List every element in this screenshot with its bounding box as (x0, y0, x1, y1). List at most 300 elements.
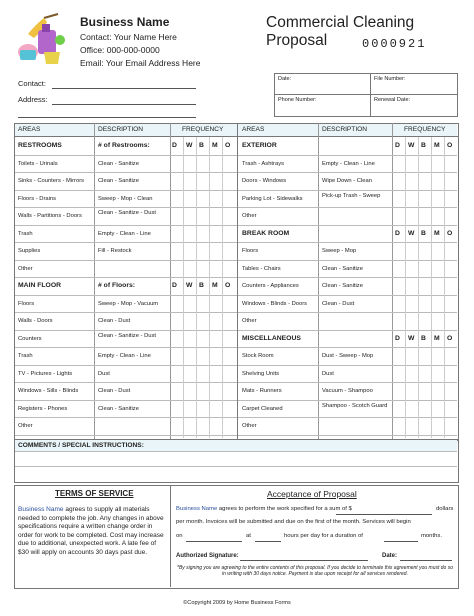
row-divider (238, 277, 457, 278)
left-row-freq-m-checkbox[interactable] (210, 247, 218, 255)
contact-line: Contact: Your Name Here (80, 32, 177, 42)
left-row-freq-m-checkbox[interactable] (210, 195, 218, 203)
right-row-freq-b-checkbox[interactable] (419, 265, 427, 273)
right-row-area: Floors (242, 248, 259, 254)
right-row-freq-d-checkbox[interactable] (393, 317, 401, 325)
left-row-freq-m-checkbox[interactable] (210, 335, 218, 343)
left-row-freq-w-checkbox[interactable] (184, 160, 192, 168)
right-row-freq-w-checkbox[interactable] (406, 317, 414, 325)
email-line: Email: Your Email Address Here (80, 58, 201, 68)
right-section-0-freq-B: B (421, 142, 426, 149)
document-title: Commercial Cleaning Proposal (266, 14, 415, 49)
left-row-freq-o-checkbox[interactable] (223, 335, 231, 343)
right-section-2-freq-B: B (421, 334, 426, 342)
authorized-signature-label: Authorized Signature: (176, 553, 239, 559)
row-divider (238, 207, 457, 208)
row-divider (15, 347, 237, 348)
right-row-area: Tables - Chairs (242, 265, 281, 272)
proposal-info-box (274, 73, 458, 117)
right-row-freq-b-checkbox[interactable] (419, 422, 427, 430)
right-row-freq-b-checkbox[interactable] (419, 405, 427, 413)
left-row-area: Counters (18, 335, 42, 342)
row-divider (238, 242, 457, 243)
row-divider (15, 382, 237, 383)
right-row-description: Vacuum - Shampoo (322, 388, 373, 394)
left-row-freq-w-checkbox[interactable] (184, 370, 192, 378)
right-section-0-freq-D: D (395, 142, 400, 149)
left-row-freq-m-checkbox[interactable] (210, 300, 218, 308)
freq-col-divider (222, 137, 223, 438)
signature-date-label: Date: (382, 553, 398, 559)
right-row-freq-o-checkbox[interactable] (445, 300, 453, 308)
right-row-freq-d-checkbox[interactable] (393, 160, 401, 168)
right-row-area: Windows - Blinds - Doors (242, 300, 308, 307)
left-row-area: Registers - Phones (18, 405, 68, 412)
left-row-freq-m-checkbox[interactable] (210, 160, 218, 168)
left-frequency-header: FREQUENCY (182, 126, 224, 133)
left-row-area: Walls - Doors (18, 318, 53, 324)
left-section-1-freq-M: M (212, 282, 218, 289)
left-row-area: Sinks - Counters - Mirrors (18, 178, 85, 184)
row-divider (15, 155, 237, 156)
row-divider (15, 190, 237, 191)
right-row-freq-m-checkbox[interactable] (432, 160, 440, 168)
left-row-freq-m-checkbox[interactable] (210, 422, 218, 430)
right-row-freq-b-checkbox[interactable] (419, 177, 427, 185)
right-row-freq-m-checkbox[interactable] (432, 300, 440, 308)
row-divider (238, 417, 457, 418)
left-row-freq-d-checkbox[interactable] (170, 212, 178, 220)
right-row-freq-d-checkbox[interactable] (393, 387, 401, 395)
right-row-freq-o-checkbox[interactable] (445, 160, 453, 168)
right-row-freq-d-checkbox[interactable] (393, 352, 401, 360)
right-row-freq-m-checkbox[interactable] (432, 405, 440, 413)
right-section-1-freq-D: D (395, 229, 400, 237)
left-areas-header: AREAS (18, 126, 41, 133)
acceptance-note: *By signing you are agreeing to the entire contents of this proposal. If you decide to terminate this agreement you must do so in writing with 30 days notice. Payment is due upon receipt for all services rendered. (177, 565, 453, 577)
right-row-freq-o-checkbox[interactable] (445, 370, 453, 378)
left-row-freq-o-checkbox[interactable] (223, 212, 231, 220)
left-row-freq-b-checkbox[interactable] (197, 212, 205, 220)
right-frequency-header: FREQUENCY (404, 126, 446, 133)
dollars-label: dollars (436, 506, 454, 512)
right-row-freq-d-checkbox[interactable] (393, 422, 401, 430)
right-row-freq-b-checkbox[interactable] (419, 247, 427, 255)
start-date-field[interactable] (186, 541, 242, 542)
right-row-freq-o-checkbox[interactable] (445, 212, 453, 220)
left-row-freq-w-checkbox[interactable] (184, 422, 192, 430)
terms-business-name: Business Name (18, 506, 64, 513)
acceptance-title: Acceptance of Proposal (267, 489, 357, 499)
office-line: Office: 000-000-0000 (80, 45, 160, 55)
left-row-freq-b-checkbox[interactable] (197, 265, 205, 273)
left-row-freq-o-checkbox[interactable] (223, 195, 231, 203)
right-row-freq-o-checkbox[interactable] (445, 282, 453, 290)
left-section-1-count-label: # of Floors: (98, 282, 136, 289)
right-section-0-freq-W: W (408, 142, 415, 149)
left-row-freq-m-checkbox[interactable] (210, 352, 218, 360)
left-section-0-title: RESTROOMS (18, 142, 62, 149)
left-row-freq-b-checkbox[interactable] (197, 387, 205, 395)
left-row-freq-o-checkbox[interactable] (223, 317, 231, 325)
business-name: Business Name (80, 15, 170, 29)
left-row-description: Dust (98, 370, 110, 377)
left-row-description: Clean - Dust (98, 318, 131, 324)
row-divider (238, 365, 457, 366)
left-row-freq-o-checkbox[interactable] (223, 405, 231, 413)
on-label: on (176, 533, 183, 539)
left-row-freq-m-checkbox[interactable] (210, 317, 218, 325)
left-row-freq-d-checkbox[interactable] (170, 405, 178, 413)
right-row-area: Trash - Ashtrays (242, 160, 284, 167)
left-row-freq-o-checkbox[interactable] (223, 177, 231, 185)
left-row-freq-o-checkbox[interactable] (223, 247, 231, 255)
freq-col-divider (431, 137, 432, 438)
copyright-footer: ©Copyright 2009 by Home Business Forms (183, 600, 291, 606)
row-divider (15, 277, 237, 278)
left-row-freq-d-checkbox[interactable] (170, 422, 178, 430)
left-row-freq-d-checkbox[interactable] (170, 230, 178, 238)
right-row-freq-d-checkbox[interactable] (393, 300, 401, 308)
right-row-freq-w-checkbox[interactable] (406, 282, 414, 290)
right-row-area: Other (242, 213, 257, 219)
row-divider (15, 242, 237, 243)
acceptance-sum-text: agrees to perform the work specified for a sum of $ (217, 506, 352, 512)
right-row-description: Clean - Sanitize (322, 265, 363, 272)
right-row-freq-m-checkbox[interactable] (432, 212, 440, 220)
row-divider (15, 295, 237, 296)
right-section-1-freq-O: O (447, 229, 453, 237)
left-row-freq-o-checkbox[interactable] (223, 370, 231, 378)
right-row-freq-o-checkbox[interactable] (445, 387, 453, 395)
phone-number-label: Phone Number: (278, 97, 317, 103)
right-row-freq-o-checkbox[interactable] (445, 405, 453, 413)
left-row-freq-d-checkbox[interactable] (170, 265, 178, 273)
freq-col-divider (196, 137, 197, 438)
acceptance-line-1 (176, 506, 352, 512)
left-row-freq-b-checkbox[interactable] (197, 247, 205, 255)
left-row-freq-w-checkbox[interactable] (184, 247, 192, 255)
row-divider (15, 417, 237, 418)
right-section-1-freq-M: M (434, 229, 440, 237)
right-row-freq-d-checkbox[interactable] (393, 282, 401, 290)
left-row-description: Clean - Sanitize (98, 160, 139, 167)
proposal-number: 0000921 (362, 37, 427, 51)
row-divider (15, 400, 237, 401)
right-row-freq-m-checkbox[interactable] (432, 352, 440, 360)
right-row-area: Mats - Runners (242, 388, 282, 394)
left-row-area: Trash (18, 230, 33, 237)
duration-field[interactable] (384, 541, 418, 542)
left-row-freq-w-checkbox[interactable] (184, 317, 192, 325)
left-row-freq-o-checkbox[interactable] (223, 422, 231, 430)
left-row-freq-w-checkbox[interactable] (184, 405, 192, 413)
left-row-freq-m-checkbox[interactable] (210, 370, 218, 378)
row-divider (238, 260, 457, 261)
left-row-freq-w-checkbox[interactable] (184, 230, 192, 238)
left-row-freq-m-checkbox[interactable] (210, 177, 218, 185)
right-row-freq-d-checkbox[interactable] (393, 405, 401, 413)
right-row-freq-o-checkbox[interactable] (445, 177, 453, 185)
left-row-freq-d-checkbox[interactable] (170, 195, 178, 203)
right-row-freq-o-checkbox[interactable] (445, 317, 453, 325)
row-divider (238, 382, 457, 383)
left-row-freq-b-checkbox[interactable] (197, 195, 205, 203)
left-row-freq-b-checkbox[interactable] (197, 370, 205, 378)
right-row-freq-m-checkbox[interactable] (432, 177, 440, 185)
right-row-freq-m-checkbox[interactable] (432, 317, 440, 325)
right-section-2-title: MISCELLANEOUS (242, 334, 301, 342)
right-section-0-freq-M: M (434, 142, 440, 149)
hours-field[interactable] (255, 541, 281, 542)
right-section-2-freq-O: O (447, 334, 453, 342)
left-row-freq-m-checkbox[interactable] (210, 405, 218, 413)
right-row-freq-w-checkbox[interactable] (406, 300, 414, 308)
right-row-freq-o-checkbox[interactable] (445, 265, 453, 273)
right-section-0-freq-O: O (447, 142, 453, 149)
left-row-freq-w-checkbox[interactable] (184, 300, 192, 308)
left-row-freq-d-checkbox[interactable] (170, 370, 178, 378)
left-row-area: Toilets - Urinals (18, 160, 58, 167)
right-row-freq-w-checkbox[interactable] (406, 195, 414, 203)
left-row-freq-b-checkbox[interactable] (197, 352, 205, 360)
left-row-description: Sweep - Mop - Clean (98, 195, 153, 202)
right-row-freq-b-checkbox[interactable] (419, 160, 427, 168)
right-row-freq-w-checkbox[interactable] (406, 265, 414, 273)
left-row-freq-o-checkbox[interactable] (223, 265, 231, 273)
left-row-freq-d-checkbox[interactable] (170, 335, 178, 343)
left-row-freq-w-checkbox[interactable] (184, 195, 192, 203)
renewal-date-label: Renewal Date: (374, 97, 411, 103)
left-row-freq-o-checkbox[interactable] (223, 387, 231, 395)
left-row-description: Clean - Sanitize - Dust (98, 210, 156, 216)
right-row-freq-d-checkbox[interactable] (393, 212, 401, 220)
right-row-freq-m-checkbox[interactable] (432, 387, 440, 395)
left-row-freq-b-checkbox[interactable] (197, 300, 205, 308)
right-row-freq-m-checkbox[interactable] (432, 265, 440, 273)
left-row-freq-b-checkbox[interactable] (197, 405, 205, 413)
left-row-area: Walls - Partitions - Doors (18, 213, 82, 219)
left-row-description: Clean - Sanitize (98, 405, 139, 412)
contact-field[interactable] (52, 88, 196, 89)
right-section-1-title: BREAK ROOM (242, 229, 290, 237)
right-row-freq-m-checkbox[interactable] (432, 282, 440, 290)
left-section-0-freq-B: B (199, 142, 204, 149)
row-divider (238, 295, 457, 296)
left-row-area: Floors - Drains (18, 195, 57, 202)
right-row-freq-d-checkbox[interactable] (393, 177, 401, 185)
left-description-header: DESCRIPTION (98, 126, 144, 133)
left-row-freq-w-checkbox[interactable] (184, 265, 192, 273)
left-row-freq-d-checkbox[interactable] (170, 247, 178, 255)
right-row-description: Clean - Dust (322, 300, 355, 307)
left-section-0-freq-W: W (186, 142, 193, 149)
left-row-freq-m-checkbox[interactable] (210, 212, 218, 220)
right-section-2-freq-D: D (395, 334, 400, 342)
freq-col-divider (444, 137, 445, 438)
signature-field[interactable] (240, 560, 368, 561)
right-section-2-freq-M: M (434, 334, 440, 342)
address-field-line2[interactable] (18, 117, 196, 118)
right-row-freq-m-checkbox[interactable] (432, 370, 440, 378)
left-section-1-freq-O: O (225, 282, 231, 289)
right-section-2-freq-W: W (408, 334, 415, 342)
row-divider (15, 225, 237, 226)
left-row-freq-d-checkbox[interactable] (170, 352, 178, 360)
left-row-freq-d-checkbox[interactable] (170, 387, 178, 395)
right-row-freq-m-checkbox[interactable] (432, 247, 440, 255)
left-row-freq-b-checkbox[interactable] (197, 230, 205, 238)
right-row-freq-w-checkbox[interactable] (406, 247, 414, 255)
right-row-freq-b-checkbox[interactable] (419, 387, 427, 395)
right-row-freq-w-checkbox[interactable] (406, 160, 414, 168)
right-row-area: Parking Lot - Sidewalks (242, 195, 303, 202)
left-row-freq-b-checkbox[interactable] (197, 317, 205, 325)
right-row-freq-o-checkbox[interactable] (445, 195, 453, 203)
row-divider (15, 172, 237, 173)
right-row-area: Counters - Appliances (242, 283, 299, 289)
left-row-freq-m-checkbox[interactable] (210, 230, 218, 238)
left-row-freq-m-checkbox[interactable] (210, 387, 218, 395)
left-section-1-title: MAIN FLOOR (18, 282, 62, 289)
left-row-freq-o-checkbox[interactable] (223, 230, 231, 238)
right-row-freq-b-checkbox[interactable] (419, 300, 427, 308)
row-divider (15, 260, 237, 261)
left-row-description: Empty - Clean - Line (98, 230, 151, 237)
at-label: at (246, 533, 251, 539)
signature-date-field[interactable] (400, 560, 452, 561)
right-row-freq-b-checkbox[interactable] (419, 282, 427, 290)
right-row-freq-w-checkbox[interactable] (406, 405, 414, 413)
left-row-area: Windows - Sills - Blinds (18, 388, 79, 394)
address-field[interactable] (52, 104, 196, 105)
terms-text (18, 506, 166, 558)
terms-body: agrees to supply all materials needed to complete the job. Any changes in above specifications require a written change order in order for work to be completed. Cost may increase due to additional, unexpected work. A late fee of $30 will apply on accounts 30 days past due. (18, 506, 164, 556)
file-number-label: File Number: (374, 76, 406, 82)
freq-col-divider (418, 137, 419, 438)
left-row-freq-b-checkbox[interactable] (197, 160, 205, 168)
left-row-freq-b-checkbox[interactable] (197, 335, 205, 343)
row-divider (15, 435, 237, 436)
acceptance-business-name: Business Name (176, 506, 218, 512)
freq-col-divider (209, 137, 210, 438)
right-row-freq-m-checkbox[interactable] (432, 195, 440, 203)
left-section-0-freq-O: O (225, 142, 231, 149)
left-row-freq-d-checkbox[interactable] (170, 160, 178, 168)
left-row-area: Other (18, 423, 33, 429)
row-divider (238, 435, 457, 436)
right-row-freq-b-checkbox[interactable] (419, 195, 427, 203)
hours-per-day-label: hours per day for a duration of (284, 533, 363, 539)
contact-label: Contact: (18, 79, 46, 88)
left-section-0-freq-M: M (212, 142, 218, 149)
left-row-freq-w-checkbox[interactable] (184, 335, 192, 343)
row-divider (15, 365, 237, 366)
right-row-freq-d-checkbox[interactable] (393, 247, 401, 255)
left-row-freq-o-checkbox[interactable] (223, 300, 231, 308)
row-divider (238, 172, 457, 173)
row-divider (238, 400, 457, 401)
right-row-freq-b-checkbox[interactable] (419, 317, 427, 325)
row-divider (15, 207, 237, 208)
right-row-freq-d-checkbox[interactable] (393, 195, 401, 203)
acceptance-line-2: per month. Invoices will be submitted and due on the first of the month. Services will begin (176, 519, 411, 525)
right-row-freq-b-checkbox[interactable] (419, 370, 427, 378)
left-row-freq-m-checkbox[interactable] (210, 265, 218, 273)
left-row-area: Floors (18, 300, 35, 307)
right-row-freq-w-checkbox[interactable] (406, 387, 414, 395)
months-label: months. (421, 533, 442, 539)
row-divider (238, 312, 457, 313)
right-row-description: Dust - Sweep - Mop (322, 353, 374, 359)
right-row-area: Carpet Cleaned (242, 405, 283, 412)
right-row-freq-w-checkbox[interactable] (406, 422, 414, 430)
right-row-freq-d-checkbox[interactable] (393, 265, 401, 273)
right-row-freq-w-checkbox[interactable] (406, 370, 414, 378)
right-row-freq-b-checkbox[interactable] (419, 352, 427, 360)
right-row-freq-o-checkbox[interactable] (445, 247, 453, 255)
left-row-description: Sweep - Mop - Vacuum (98, 300, 159, 307)
freq-col-divider (405, 137, 406, 438)
right-row-description: Sweep - Mop (322, 248, 357, 254)
left-row-area: Other (18, 265, 33, 272)
left-section-1-freq-B: B (199, 282, 204, 289)
left-row-area: TV - Pictures - Lights (18, 370, 73, 377)
left-row-freq-b-checkbox[interactable] (197, 177, 205, 185)
right-description-header: DESCRIPTION (322, 126, 368, 133)
right-row-area: Shelving Units (242, 370, 280, 377)
right-row-description: Shampoo - Scotch Guard (322, 402, 388, 409)
right-row-freq-w-checkbox[interactable] (406, 177, 414, 185)
right-row-area: Other (242, 318, 257, 324)
left-row-freq-w-checkbox[interactable] (184, 387, 192, 395)
date-label: Date: (278, 76, 292, 82)
right-row-description: Clean - Sanitize (322, 283, 363, 289)
left-row-freq-b-checkbox[interactable] (197, 422, 205, 430)
right-row-area: Stock Room (242, 353, 274, 359)
left-row-description: Fill - Restock (98, 248, 132, 254)
right-row-freq-w-checkbox[interactable] (406, 352, 414, 360)
right-row-freq-o-checkbox[interactable] (445, 352, 453, 360)
sum-field[interactable] (336, 514, 432, 515)
left-row-freq-o-checkbox[interactable] (223, 352, 231, 360)
right-areas-header: AREAS (242, 126, 265, 133)
row-divider (238, 225, 457, 226)
address-label: Address: (18, 95, 48, 104)
left-row-freq-d-checkbox[interactable] (170, 317, 178, 325)
left-row-freq-d-checkbox[interactable] (170, 177, 178, 185)
left-section-1-freq-W: W (186, 282, 193, 289)
left-row-description: Clean - Sanitize - Dust (98, 332, 156, 339)
comments-label: COMMENTS / SPECIAL INSTRUCTIONS: (18, 442, 144, 449)
row-divider (15, 312, 237, 313)
right-row-freq-w-checkbox[interactable] (406, 212, 414, 220)
right-row-freq-d-checkbox[interactable] (393, 370, 401, 378)
left-row-freq-o-checkbox[interactable] (223, 160, 231, 168)
left-row-freq-w-checkbox[interactable] (184, 212, 192, 220)
right-row-freq-m-checkbox[interactable] (432, 422, 440, 430)
left-row-freq-w-checkbox[interactable] (184, 352, 192, 360)
left-row-freq-w-checkbox[interactable] (184, 177, 192, 185)
right-row-description: Wipe Down - Clean (322, 178, 372, 184)
left-row-description: Clean - Dust (98, 388, 131, 394)
left-row-description: Empty - Clean - Line (98, 353, 151, 359)
left-row-freq-d-checkbox[interactable] (170, 300, 178, 308)
right-row-area: Other (242, 423, 257, 429)
right-row-freq-o-checkbox[interactable] (445, 422, 453, 430)
right-row-freq-b-checkbox[interactable] (419, 212, 427, 220)
right-row-area: Doors - Windows (242, 178, 287, 184)
